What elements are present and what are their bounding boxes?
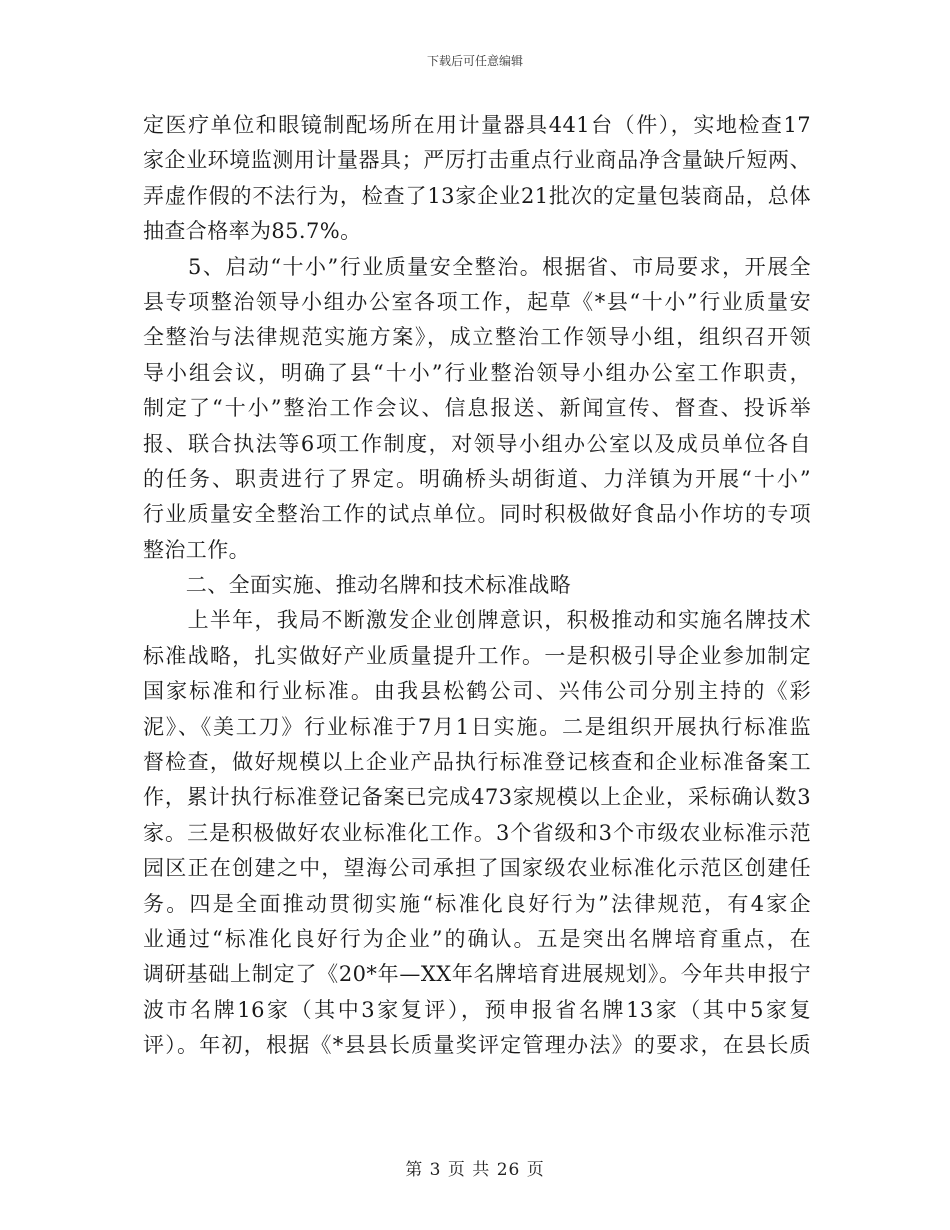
- text-line: 作，累计执行标准登记备案已完成473家规模以上企业，采标确认数3: [143, 785, 811, 810]
- text-line: 5、启动“十小”行业质量安全整治。根据省、市局要求，开展全: [143, 254, 811, 279]
- text-line: 抽查合格率为85.7%。: [143, 219, 362, 244]
- text-line: 务。四是全面推动贯彻实施“标准化良好行为”法律规范，有4家企: [143, 891, 811, 916]
- text-line: 导小组会议，明确了县“十小”行业整治领导小组办公室工作职责，: [143, 360, 811, 385]
- text-line: 家企业环境监测用计量器具；严厉打击重点行业商品净含量缺斤短两、: [143, 148, 811, 173]
- page-footer: 第 3 页 共 26 页: [405, 1160, 545, 1180]
- text-line: 家。三是积极做好农业标准化工作。3个省级和3个市级农业标准示范: [143, 820, 811, 845]
- text-line: 业通过“标准化良好行为企业”的确认。五是突出名牌培育重点，在: [143, 926, 811, 951]
- text-line: 波市名牌16家（其中3家复评），预申报省名牌13家（其中5家复: [143, 997, 811, 1022]
- text-line: 全整治与法律规范实施方案》，成立整治工作领导小组，组织召开领: [143, 325, 811, 350]
- text-line: 泥》、《美工刀》行业标准于7月1日实施。二是组织开展执行标准监: [143, 714, 811, 739]
- text-line: 行业质量安全整治工作的试点单位。同时积极做好食品小作坊的专项: [143, 502, 811, 527]
- text-line: 调研基础上制定了《20*年—XX年名牌培育进展规划》。今年共申报宁: [143, 962, 811, 987]
- text-line: 整治工作。: [143, 537, 250, 562]
- page-header: 下载后可任意编辑: [426, 54, 523, 68]
- text-line: 园区正在创建之中，望海公司承担了国家级农业标准化示范区创建任: [143, 856, 811, 881]
- text-line: 报、联合执法等6项工作制度，对领导小组办公室以及成员单位各自: [143, 431, 811, 456]
- text-line: 标准战略，扎实做好产业质量提升工作。一是积极引导企业参加制定: [143, 643, 811, 668]
- text-line: 的任务、职责进行了界定。明确桥头胡街道、力洋镇为开展“十小”: [143, 466, 811, 491]
- text-line: 二、全面实施、推动名牌和技术标准战略: [143, 573, 571, 598]
- document-body: [143, 108, 811, 1064]
- text-line: 评）。年初，根据《*县县长质量奖评定管理办法》的要求，在县长质: [143, 1033, 811, 1058]
- text-line: 上半年，我局不断激发企业创牌意识，积极推动和实施名牌技术: [143, 608, 811, 633]
- text-line: 制定了“十小”整治工作会议、信息报送、新闻宣传、督查、投诉举: [143, 396, 811, 421]
- text-line: 定医疗单位和眼镜制配场所在用计量器具441台（件），实地检查17: [143, 113, 811, 137]
- text-line: 县专项整治领导小组办公室各项工作，起草《*县“十小”行业质量安: [143, 289, 811, 314]
- text-line: 国家标准和行业标准。由我县松鹤公司、兴伟公司分别主持的《彩: [143, 679, 811, 704]
- text-line: 弄虚作假的不法行为，检查了13家企业21批次的定量包装商品，总体: [143, 183, 811, 208]
- text-line: 督检查，做好规模以上企业产品执行标准登记核查和企业标准备案工: [143, 750, 811, 775]
